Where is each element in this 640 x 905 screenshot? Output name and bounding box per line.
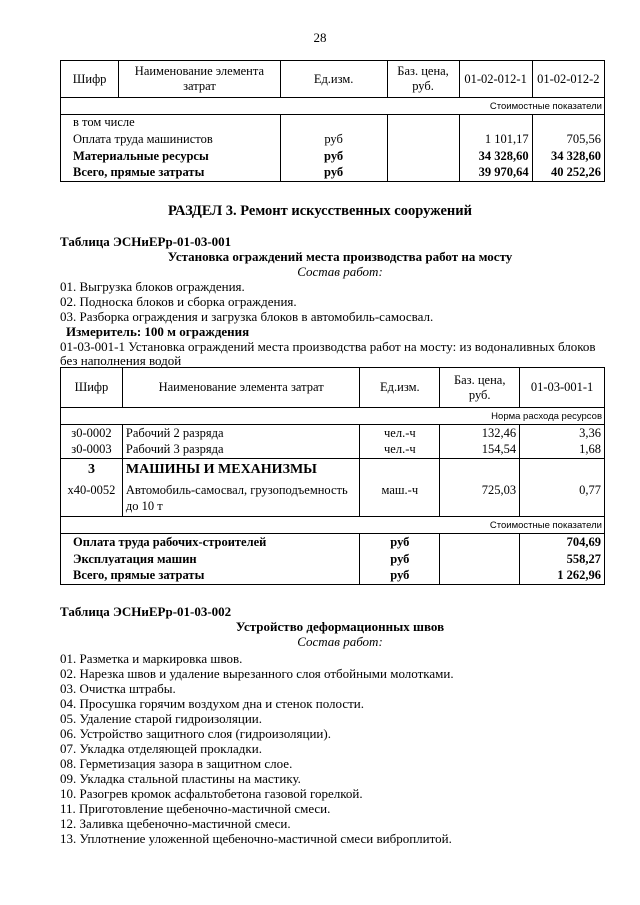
work-step: 03. Очистка штрабы. bbox=[60, 681, 176, 696]
table-row bbox=[61, 551, 605, 568]
header-base-price: Баз. цена, руб. bbox=[440, 368, 520, 408]
header-col2: 01-02-012-2 bbox=[532, 61, 604, 98]
header-unit: Ед.изм. bbox=[360, 368, 440, 408]
section-label: Стоимостные показатели bbox=[61, 98, 605, 115]
item-description-cont: без наполнения водой bbox=[60, 353, 182, 368]
work-step: 06. Устройство защитного слоя (гидроизоляции). bbox=[60, 726, 331, 741]
row-unit: маш.-ч bbox=[360, 481, 440, 517]
work-step: 02. Нарезка швов и удаление вырезанного слоя отбойными молотками. bbox=[60, 666, 454, 681]
table-row bbox=[61, 534, 605, 551]
work-step: 04. Просушка горячим воздухом дна и стенок полости. bbox=[60, 696, 365, 711]
row-value: 558,27 bbox=[520, 551, 605, 568]
table-header-row bbox=[61, 368, 605, 408]
row-price: 132,46 bbox=[440, 425, 520, 442]
work-step: 03. Разборка ограждения и загрузка блоков в автомобиль-самосвал. bbox=[60, 309, 434, 324]
work-title: Устройство деформационных швов bbox=[235, 619, 445, 634]
work-step: 01. Разметка и маркировка швов. bbox=[60, 651, 243, 666]
row-code: з0-0002 bbox=[61, 425, 123, 442]
table-row bbox=[61, 442, 605, 459]
header-code: Шифр bbox=[61, 61, 119, 98]
work-title: Установка ограждений места производства работ на мосту bbox=[167, 249, 513, 264]
row-unit: чел.-ч bbox=[360, 442, 440, 459]
row-name: Автомобиль-самосвал, грузоподъемность до 10 т bbox=[122, 481, 360, 517]
row-value-1: 39 970,64 bbox=[459, 165, 532, 182]
header-name: Наименование элемента затрат bbox=[119, 61, 280, 98]
work-subtitle: Состав работ: bbox=[297, 264, 383, 279]
row-name: Всего, прямые затраты bbox=[61, 568, 360, 585]
row-name: Рабочий 2 разряда bbox=[122, 425, 360, 442]
including-label: в том числе bbox=[61, 115, 281, 131]
row-price: 154,54 bbox=[440, 442, 520, 459]
row-value: 1 262,96 bbox=[520, 568, 605, 585]
row-name: Оплата труда машинистов bbox=[61, 131, 281, 148]
row-unit: руб bbox=[360, 551, 440, 568]
row-unit: руб bbox=[360, 534, 440, 551]
page-number: 28 bbox=[313, 30, 327, 45]
table-header-row bbox=[61, 61, 605, 98]
row-code: х40-0052 bbox=[61, 481, 123, 517]
work-step: 12. Заливка щебеночно-мастичной смеси. bbox=[60, 816, 291, 831]
header-col1: 01-03-001-1 bbox=[520, 368, 605, 408]
resource-table-01-03-001 bbox=[60, 367, 605, 585]
header-col1: 01-02-012-1 bbox=[459, 61, 532, 98]
work-step: 13. Уплотнение уложенной щебеночно-мастичной смеси виброплитой. bbox=[60, 831, 452, 846]
row-value-2: 705,56 bbox=[532, 131, 604, 148]
row-unit: чел.-ч bbox=[360, 425, 440, 442]
table-row bbox=[61, 148, 605, 165]
table-name: Таблица ЭСНиЕРр-01-03-001 bbox=[60, 234, 232, 249]
work-step: 07. Укладка отделяющей прокладки. bbox=[60, 741, 262, 756]
work-step: 05. Удаление старой гидроизоляции. bbox=[60, 711, 262, 726]
work-step: 08. Герметизация зазора в защитном слое. bbox=[60, 756, 293, 771]
row-value-2: 40 252,26 bbox=[532, 165, 604, 182]
row-name: Всего, прямые затраты bbox=[61, 165, 281, 182]
row-value: 3,36 bbox=[520, 425, 605, 442]
machines-title: МАШИНЫ И МЕХАНИЗМЫ bbox=[122, 459, 360, 481]
work-step: 10. Разогрев кромок асфальтобетона газовой горелкой. bbox=[60, 786, 363, 801]
row-value: 0,77 bbox=[520, 481, 605, 517]
header-name: Наименование элемента затрат bbox=[122, 368, 360, 408]
cost-table-01-02-012 bbox=[60, 60, 605, 182]
norm-label: Норма расхода ресурсов bbox=[61, 408, 605, 425]
row-price: 725,03 bbox=[440, 481, 520, 517]
row-unit: руб bbox=[360, 568, 440, 585]
row-value: 704,69 bbox=[520, 534, 605, 551]
work-step: 11. Приготовление щебеночно-мастичной смеси. bbox=[60, 801, 331, 816]
table-row bbox=[61, 568, 605, 585]
row-value-1: 1 101,17 bbox=[459, 131, 532, 148]
row-value-1: 34 328,60 bbox=[459, 148, 532, 165]
machines-code: 3 bbox=[61, 459, 123, 481]
table-row bbox=[61, 425, 605, 442]
meter-label: Измеритель: 100 м ограждения bbox=[66, 324, 250, 339]
row-unit: руб bbox=[280, 165, 387, 182]
row-name: Оплата труда рабочих-строителей bbox=[61, 534, 360, 551]
table-row bbox=[61, 131, 605, 148]
cost-label: Стоимостные показатели bbox=[61, 517, 605, 534]
row-name: Рабочий 3 разряда bbox=[122, 442, 360, 459]
header-unit: Ед.изм. bbox=[280, 61, 387, 98]
row-value: 1,68 bbox=[520, 442, 605, 459]
work-step: 09. Укладка стальной пластины на мастику. bbox=[60, 771, 301, 786]
row-value-2: 34 328,60 bbox=[532, 148, 604, 165]
section-heading: РАЗДЕЛ 3. Ремонт искусственных сооружений bbox=[167, 203, 472, 219]
header-base-price: Баз. цена, руб. bbox=[387, 61, 459, 98]
work-subtitle: Состав работ: bbox=[297, 634, 383, 649]
row-name: Эксплуатация машин bbox=[61, 551, 360, 568]
row-code: з0-0003 bbox=[61, 442, 123, 459]
header-code: Шифр bbox=[61, 368, 123, 408]
row-unit: руб bbox=[280, 131, 387, 148]
row-name: Материальные ресурсы bbox=[61, 148, 281, 165]
row-unit: руб bbox=[280, 148, 387, 165]
table-row bbox=[61, 481, 605, 517]
table-name: Таблица ЭСНиЕРр-01-03-002 bbox=[60, 604, 232, 619]
item-description: 01-03-001-1 Установка ограждений места производства работ на мосту: из водоналивных блоков bbox=[60, 339, 596, 354]
work-step: 02. Подноска блоков и сборка ограждения. bbox=[60, 294, 297, 309]
table-row bbox=[61, 165, 605, 182]
work-step: 01. Выгрузка блоков ограждения. bbox=[60, 279, 245, 294]
